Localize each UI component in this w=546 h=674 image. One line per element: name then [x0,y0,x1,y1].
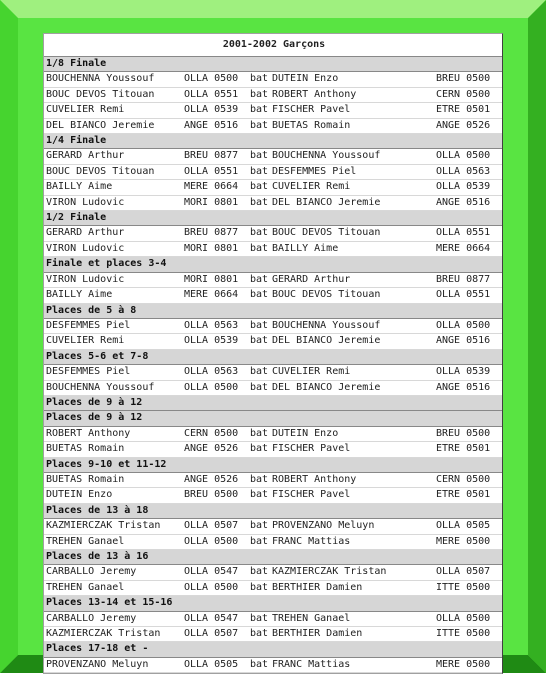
winner-club: OLLA 0539 [182,334,248,349]
frame-right-bevel [528,0,546,673]
winner-club: OLLA 0563 [182,318,248,333]
loser-club: ETRE 0501 [434,103,502,118]
loser-name: DUTEIN Enzo [270,426,434,441]
winner-name: GERARD Arthur [44,226,182,241]
section-header-row [44,395,502,410]
bat-word: bat [248,426,270,441]
loser-club: ANGE 0516 [434,380,502,395]
match-row [44,180,502,195]
winner-name: PROVENZANO Meluyn [44,657,182,672]
winner-club: OLLA 0547 [182,611,248,626]
winner-name: ROBERT Anthony [44,426,182,441]
loser-club: CERN 0500 [434,87,502,102]
winner-club: MORI 0801 [182,272,248,287]
bat-word: bat [248,226,270,241]
winner-name: BOUCHENNA Youssouf [44,380,182,395]
section-heading: Places de 5 à 8 [44,303,502,318]
section-header-row [44,411,502,426]
section-header-row [44,257,502,272]
frame-left-bevel [0,0,18,673]
loser-name: FISCHER Pavel [270,103,434,118]
winner-name: BOUC DEVOS Titouan [44,164,182,179]
winner-club: CERN 0500 [182,426,248,441]
loser-name: DUTEIN Enzo [270,72,434,87]
match-row [44,519,502,534]
match-row [44,426,502,441]
loser-name: DEL BIANCO Jeremie [270,380,434,395]
match-row [44,195,502,210]
winner-club: BREU 0877 [182,226,248,241]
bat-word: bat [248,565,270,580]
loser-name: DEL BIANCO Jeremie [270,334,434,349]
winner-name: DUTEIN Enzo [44,488,182,503]
winner-club: ANGE 0526 [182,442,248,457]
winner-name: CUVELIER Remi [44,103,182,118]
section-heading: Places de 9 à 12 [44,411,502,426]
winner-club: OLLA 0505 [182,657,248,672]
loser-name: BOUCHENNA Youssouf [270,318,434,333]
winner-name: VIRON Ludovic [44,195,182,210]
winner-club: BREU 0877 [182,149,248,164]
bat-word: bat [248,611,270,626]
section-heading: Places de 13 à 16 [44,550,502,565]
section-header-row [44,134,502,149]
match-row [44,72,502,87]
loser-club: OLLA 0500 [434,318,502,333]
loser-name: DESFEMMES Piel [270,164,434,179]
bat-word: bat [248,657,270,672]
loser-name: TREHEN Ganael [270,611,434,626]
loser-name: CUVELIER Remi [270,180,434,195]
match-row [44,657,502,672]
loser-club: ETRE 0501 [434,488,502,503]
match-row [44,627,502,642]
loser-name: BAILLY Aime [270,241,434,256]
bat-word: bat [248,272,270,287]
section-header-row [44,211,502,226]
loser-club: OLLA 0551 [434,288,502,303]
loser-club: ETRE 0501 [434,442,502,457]
match-row [44,442,502,457]
winner-club: BREU 0500 [182,488,248,503]
winner-club: OLLA 0507 [182,519,248,534]
bat-word: bat [248,288,270,303]
section-header-row [44,303,502,318]
loser-club: OLLA 0500 [434,149,502,164]
section-heading: Places 9-10 et 11-12 [44,457,502,472]
section-header-row [44,457,502,472]
bat-word: bat [248,87,270,102]
winner-name: BOUCHENNA Youssouf [44,72,182,87]
match-row [44,241,502,256]
loser-name: BOUC DEVOS Titouan [270,288,434,303]
loser-name: BERTHIER Damien [270,580,434,595]
section-heading: Places 5-6 et 7-8 [44,349,502,364]
section-header-row [44,596,502,611]
winner-name: VIRON Ludovic [44,272,182,287]
winner-name: CARBALLO Jeremy [44,565,182,580]
loser-club: OLLA 0551 [434,226,502,241]
winner-club: MORI 0801 [182,241,248,256]
match-row [44,149,502,164]
loser-club: BREU 0500 [434,72,502,87]
loser-club: CERN 0500 [434,472,502,487]
winner-club: OLLA 0551 [182,87,248,102]
loser-name: GERARD Arthur [270,272,434,287]
winner-name: TREHEN Ganael [44,534,182,549]
bat-word: bat [248,534,270,549]
bat-word: bat [248,241,270,256]
match-row [44,226,502,241]
match-row [44,580,502,595]
bat-word: bat [248,180,270,195]
bat-word: bat [248,519,270,534]
bat-word: bat [248,472,270,487]
page-title: 2001-2002 Garçons [44,34,502,57]
loser-name: ROBERT Anthony [270,87,434,102]
winner-name: DEL BIANCO Jeremie [44,118,182,133]
bat-word: bat [248,627,270,642]
winner-club: ANGE 0516 [182,118,248,133]
match-row [44,488,502,503]
winner-name: KAZMIERCZAK Tristan [44,627,182,642]
section-header-row [44,503,502,518]
section-heading: Places 13-14 et 15-16 [44,596,502,611]
loser-name: KAZMIERCZAK Tristan [270,565,434,580]
results-sheet [43,33,503,674]
winner-name: VIRON Ludovic [44,241,182,256]
winner-name: CARBALLO Jeremy [44,611,182,626]
bat-word: bat [248,365,270,380]
winner-name: CUVELIER Remi [44,334,182,349]
winner-name: BUETAS Romain [44,442,182,457]
loser-club: MERE 0500 [434,657,502,672]
section-heading: 1/2 Finale [44,211,502,226]
winner-club: MORI 0801 [182,195,248,210]
loser-name: BERTHIER Damien [270,627,434,642]
winner-club: OLLA 0500 [182,580,248,595]
section-header-row [44,550,502,565]
frame-top-bevel [0,0,546,18]
section-heading: 1/4 Finale [44,134,502,149]
section-header-row [44,57,502,72]
winner-name: DESFEMMES Piel [44,365,182,380]
loser-name: ROBERT Anthony [270,472,434,487]
winner-club: MERE 0664 [182,180,248,195]
bat-word: bat [248,334,270,349]
bat-word: bat [248,318,270,333]
section-heading: Finale et places 3-4 [44,257,502,272]
loser-name: FRANC Mattias [270,534,434,549]
loser-name: BUETAS Romain [270,118,434,133]
bat-word: bat [248,72,270,87]
winner-name: BUETAS Romain [44,472,182,487]
match-row [44,103,502,118]
winner-name: BOUC DEVOS Titouan [44,87,182,102]
loser-club: BREU 0500 [434,426,502,441]
bat-word: bat [248,118,270,133]
winner-name: BAILLY Aime [44,180,182,195]
loser-name: FISCHER Pavel [270,488,434,503]
winner-club: OLLA 0563 [182,365,248,380]
winner-club: OLLA 0507 [182,627,248,642]
bat-word: bat [248,103,270,118]
section-header-row [44,642,502,657]
winner-name: BAILLY Aime [44,288,182,303]
match-row [44,118,502,133]
winner-club: OLLA 0539 [182,103,248,118]
bat-word: bat [248,149,270,164]
loser-club: OLLA 0505 [434,519,502,534]
match-row [44,472,502,487]
winner-club: OLLA 0551 [182,164,248,179]
bat-word: bat [248,195,270,210]
match-row [44,288,502,303]
winner-name: TREHEN Ganael [44,580,182,595]
section-heading: 1/8 Finale [44,57,502,72]
loser-name: FRANC Mattias [270,657,434,672]
title-row [44,34,502,57]
match-row [44,365,502,380]
section-heading: Places de 9 à 12 [44,395,502,410]
bat-word: bat [248,442,270,457]
match-row [44,565,502,580]
loser-club: OLLA 0507 [434,565,502,580]
section-heading: Places de 13 à 18 [44,503,502,518]
loser-club: ANGE 0516 [434,334,502,349]
bat-word: bat [248,380,270,395]
match-row [44,318,502,333]
bat-word: bat [248,164,270,179]
winner-club: OLLA 0500 [182,534,248,549]
loser-club: ANGE 0516 [434,195,502,210]
loser-name: FISCHER Pavel [270,442,434,457]
loser-club: ITTE 0500 [434,580,502,595]
loser-club: ITTE 0500 [434,627,502,642]
loser-name: PROVENZANO Meluyn [270,519,434,534]
loser-club: ANGE 0526 [434,118,502,133]
loser-club: OLLA 0500 [434,611,502,626]
winner-club: MERE 0664 [182,288,248,303]
match-row [44,611,502,626]
match-row [44,534,502,549]
loser-club: MERE 0500 [434,534,502,549]
winner-name: KAZMIERCZAK Tristan [44,519,182,534]
results-table [44,34,502,673]
loser-name: DEL BIANCO Jeremie [270,195,434,210]
loser-club: MERE 0664 [434,241,502,256]
winner-name: GERARD Arthur [44,149,182,164]
winner-name: DESFEMMES Piel [44,318,182,333]
loser-name: BOUCHENNA Youssouf [270,149,434,164]
section-heading: Places 17-18 et - [44,642,502,657]
match-row [44,87,502,102]
match-row [44,380,502,395]
loser-name: CUVELIER Remi [270,365,434,380]
winner-club: OLLA 0500 [182,380,248,395]
section-header-row [44,349,502,364]
loser-club: OLLA 0539 [434,180,502,195]
loser-club: OLLA 0539 [434,365,502,380]
bat-word: bat [248,580,270,595]
match-row [44,334,502,349]
match-row [44,164,502,179]
match-row [44,272,502,287]
loser-club: OLLA 0563 [434,164,502,179]
winner-club: OLLA 0547 [182,565,248,580]
loser-club: BREU 0877 [434,272,502,287]
bat-word: bat [248,488,270,503]
loser-name: BOUC DEVOS Titouan [270,226,434,241]
winner-club: OLLA 0500 [182,72,248,87]
winner-club: ANGE 0526 [182,472,248,487]
